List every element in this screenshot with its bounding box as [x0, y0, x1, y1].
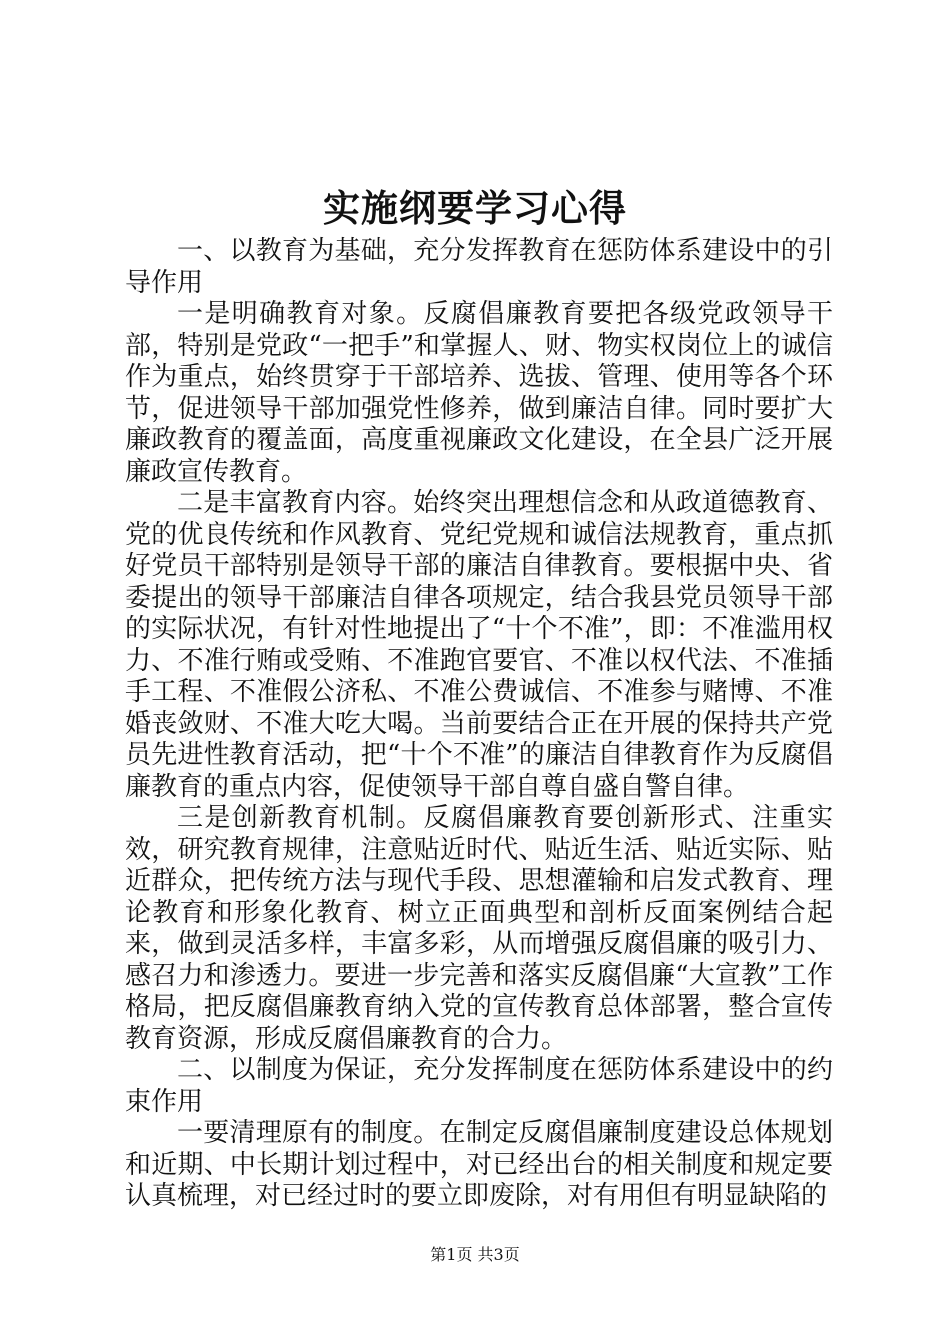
document-title: 实施纲要学习心得 [323, 186, 627, 230]
paragraph-education-targets: 一是明确教育对象。反腐倡廉教育要把各级党政领导干部，特别是党政“一把手”和掌握人、财、物实权岗位上的诚信作为重点，始终贯穿于干部培养、选拔、管理、使用等各个环节，促进领导干部加强党性修养，做到廉洁自律。同时要扩大廉政教育的覆盖面，高度重视廉政文化建设，在全县广泛开展廉政宣传教育。 [125, 299, 833, 487]
paragraph-education-mechanism: 三是创新教育机制。反腐倡廉教育要创新形式、注重实效，研究教育规律，注意贴近时代、贴近生活、贴近实际、贴近群众，把传统方法与现代手段、思想灌输和启发式教育、理论教育和形象化教育、树立正面典型和剖析反面案例结合起来，做到灵活多样，丰富多彩，从而增强反腐倡廉的吸引力、感召力和渗透力。要进一步完善和落实反腐倡廉“大宣教”工作格局，把反腐倡廉教育纳入党的宣传教育总体部署，整合宣传教育资源，形成反腐倡廉教育的合力。 [125, 803, 833, 1054]
paragraph-clean-up-systems: 一要清理原有的制度。在制定反腐倡廉制度建设总体规划和近期、中长期计划过程中，对已经出台的相关制度和规定要认真梳理，对已经过时的要立即废除，对有用但有明显缺陷的 [125, 1118, 833, 1211]
paragraph-section-2-heading: 二、以制度为保证，充分发挥制度在惩防体系建设中的约束作用 [125, 1055, 833, 1117]
paragraph-education-content: 二是丰富教育内容。始终突出理想信念和从政道德教育、党的优良传统和作风教育、党纪党规和诚信法规教育，重点抓好党员干部特别是领导干部的廉洁自律教育。要根据中央、省委提出的领导干部廉洁自律各项规定，结合我县党员领导干部的实际状况，有针对性地提出了“十个不准”，即：不准滥用权力、不准行贿或受贿、不准跑官要官、不准以权代法、不准插手工程、不准假公济私、不准公费诚信、不准参与赌博、不准婚丧敛财、不准大吃大喝。当前要结合正在开展的保持共产党员先进性教育活动，把“十个不准”的廉洁自律教育作为反腐倡廉教育的重点内容，促使领导干部自尊自盛自警自律。 [125, 488, 833, 802]
paragraph-section-1-heading: 一、以教育为基础，充分发挥教育在惩防体系建设中的引导作用 [125, 236, 833, 298]
document-body [125, 236, 833, 1213]
page-footer: 第1页 共3页 [430, 1245, 520, 1264]
